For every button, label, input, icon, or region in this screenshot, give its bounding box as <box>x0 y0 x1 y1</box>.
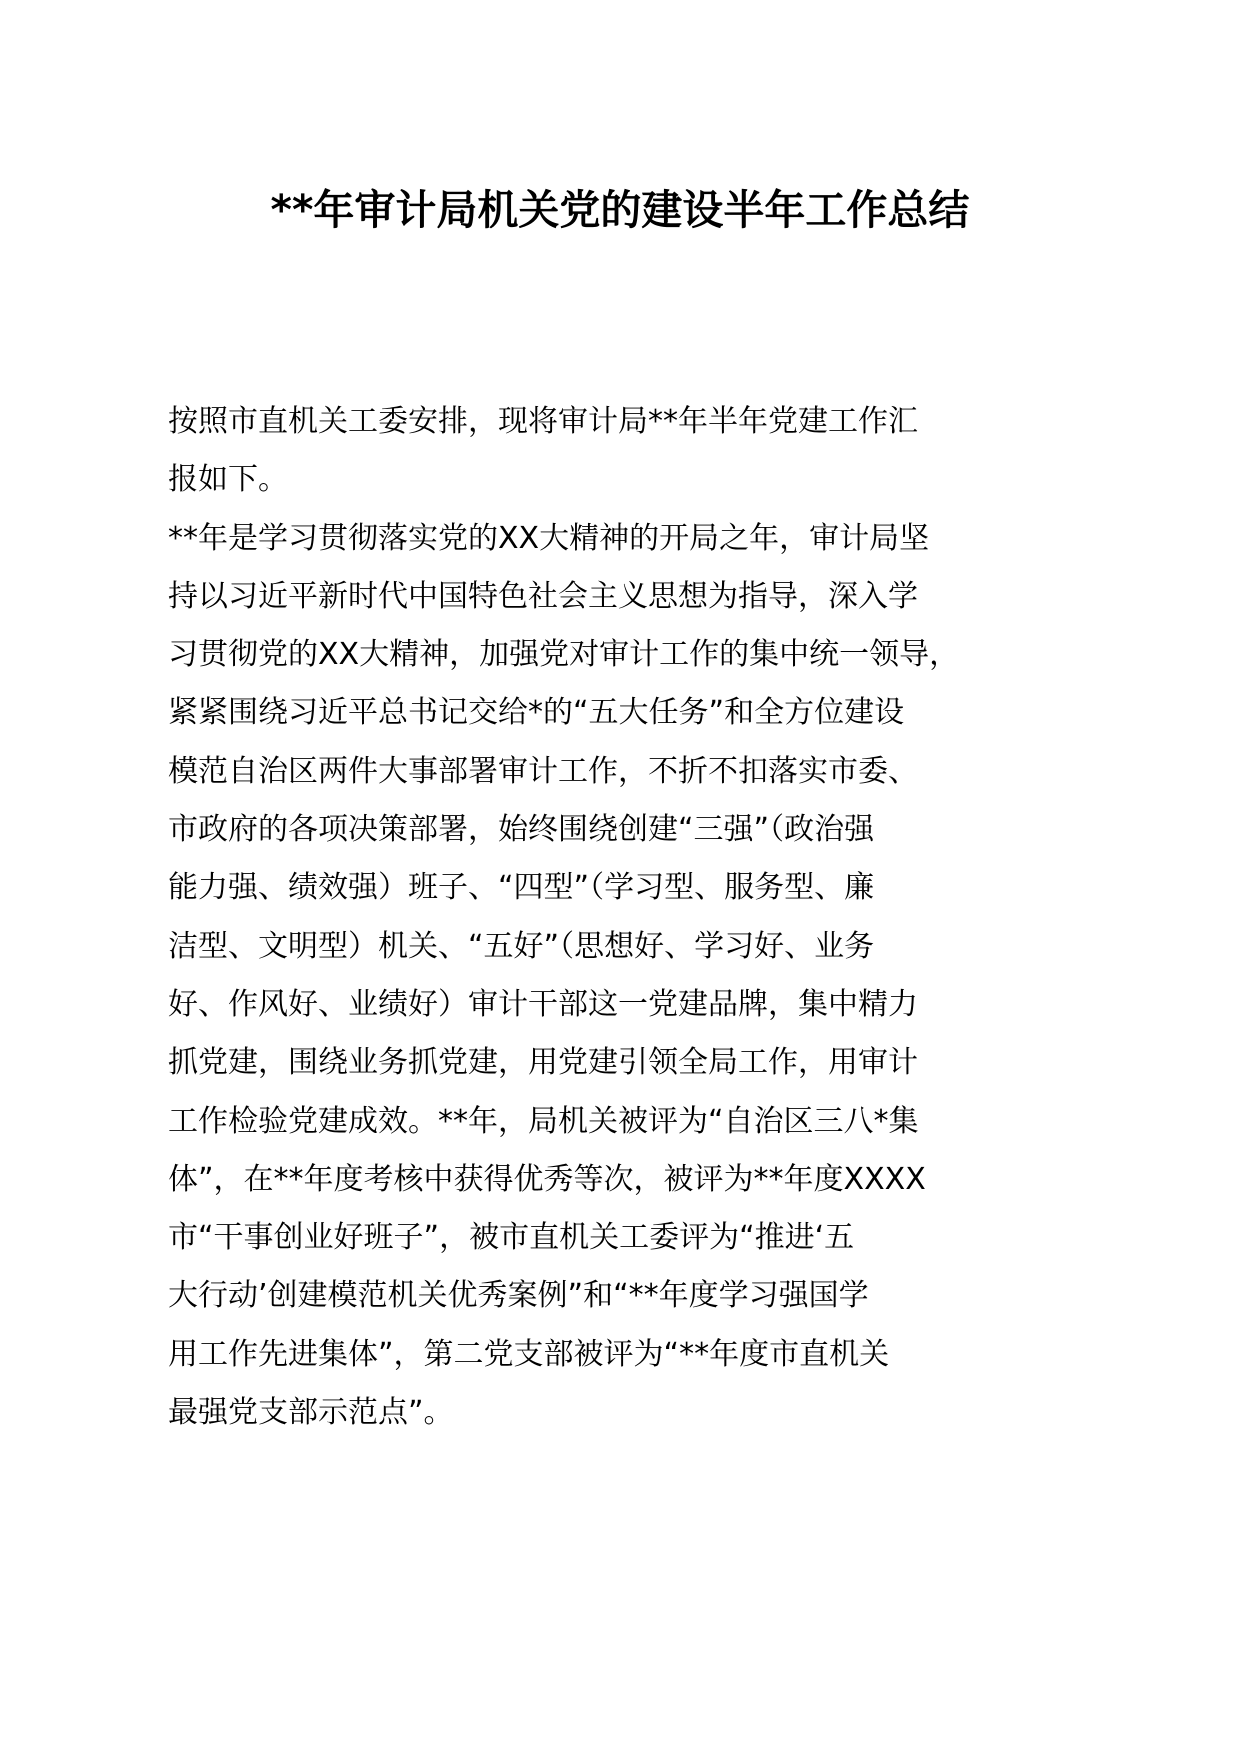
document-body <box>168 393 958 1442</box>
text-line: 紧紧围绕习近平总书记交给*的“五大任务”和全方位建设 <box>168 695 905 731</box>
text-line: 好、作风好、业绩好）审计干部这一党建品牌，集中精力 <box>168 986 918 1022</box>
text-line: 大行动’创建模范机关优秀案例”和“**年度学习强国学 <box>168 1278 869 1314</box>
text-line: 用工作先进集体”，第二党支部被评为“**年度市直机关 <box>168 1336 890 1372</box>
text-line: 洁型、文明型）机关、“五好”（思想好、学习好、业务 <box>168 928 875 964</box>
text-line: **年是学习贯彻落实党的XX大精神的开局之年，审计局坚 <box>168 520 930 556</box>
text-line: 习贯彻党的XX大精神，加强党对审计工作的集中统一领导， <box>168 637 960 673</box>
text-line: 市政府的各项决策部署，始终围绕创建“三强”（政治强 <box>168 812 875 848</box>
text-line: 能力强、绩效强）班子、“四型”（学习型、服务型、廉 <box>168 870 875 906</box>
text-line: 工作检验党建成效。**年，局机关被评为“自治区三八*集 <box>168 1103 919 1139</box>
text-line: 体”，在**年度考核中获得优秀等次，被评为**年度XXXX <box>168 1161 926 1197</box>
paragraph-summary <box>168 510 958 1443</box>
text-line: 最强党支部示范点”。 <box>168 1395 454 1431</box>
paragraph-intro <box>168 393 958 510</box>
text-line: 模范自治区两件大事部署审计工作，不折不扣落实市委、 <box>168 753 918 789</box>
text-line: 报如下。 <box>168 462 288 498</box>
text-line: 持以习近平新时代中国特色社会主义思想为指导，深入学 <box>168 578 918 614</box>
text-line: 按照市直机关工委安排，现将审计局**年半年党建工作汇 <box>168 404 918 439</box>
text-line: 市“干事创业好班子”，被市直机关工委评为“推进‘五 <box>168 1220 855 1256</box>
text-line: 抓党建，围绕业务抓党建，用党建引领全局工作，用审计 <box>168 1045 918 1081</box>
document-title: **年审计局机关党的建设半年工作总结 <box>270 186 970 234</box>
